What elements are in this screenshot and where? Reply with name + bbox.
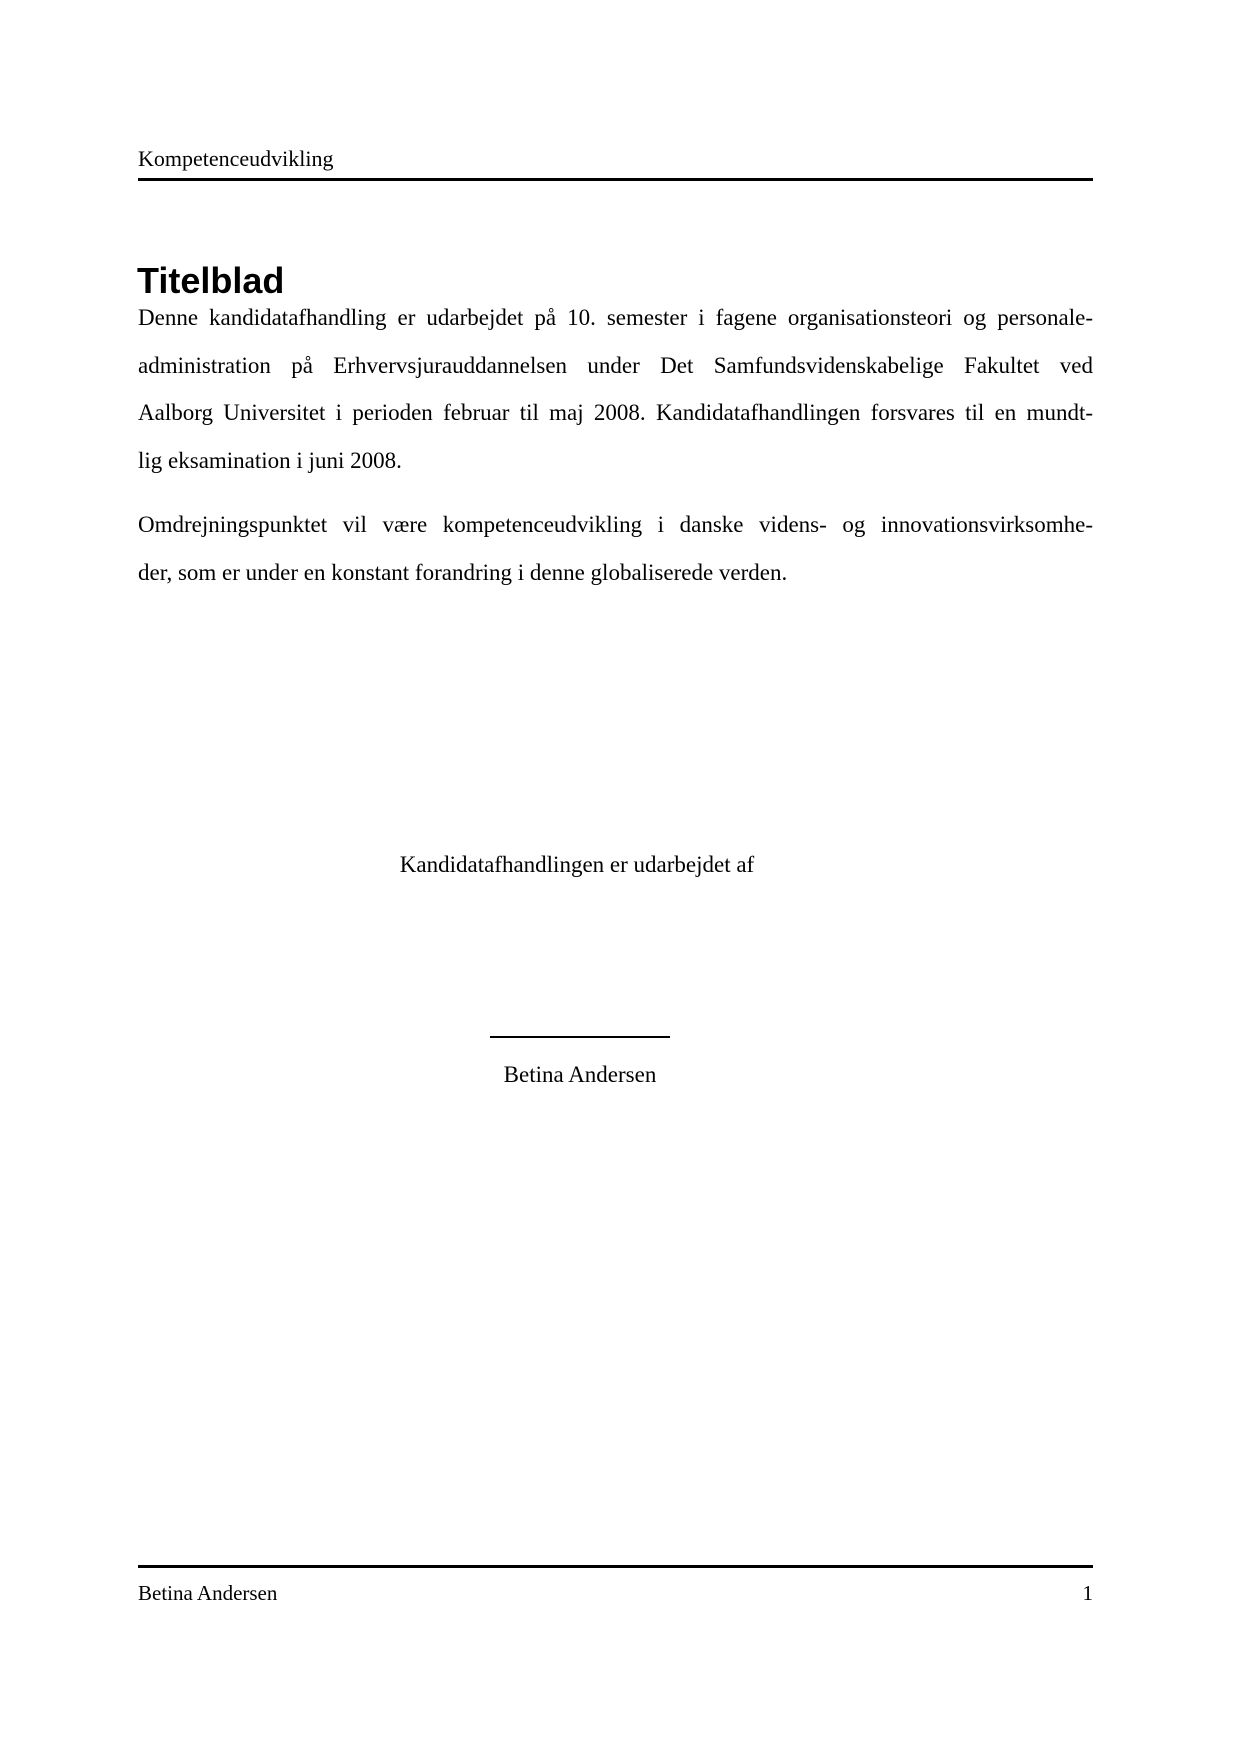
header-rule <box>138 178 1093 181</box>
page-title: Titelblad <box>137 260 285 302</box>
running-header: Kompetenceudvikling <box>138 146 334 171</box>
paragraph-line: der, som er under en konstant forandring i denne globaliserede verden. <box>138 559 788 585</box>
body-paragraph-1 <box>138 294 1093 484</box>
paragraph-line: Aalborg Universitet i perioden februar til maj 2008. Kandidatafhandlingen forsvares til en mundt- <box>138 400 1093 425</box>
paragraph-line: administration på Erhvervsjurauddannelsen under Det Samfundsvidenskabelige Fakultet ved <box>138 352 1093 378</box>
page-footer <box>138 1581 1093 1606</box>
footer-rule <box>138 1565 1093 1568</box>
footer-author: Betina Andersen <box>138 1581 278 1605</box>
signature-line <box>490 1036 670 1038</box>
byline-text: Kandidatafhandlingen er udarbejdet af <box>399 852 755 877</box>
page-number: 1 <box>1082 1581 1093 1605</box>
signature-block <box>490 1036 670 1089</box>
signature-name: Betina Andersen <box>503 1062 657 1087</box>
paragraph-line: lig eksamination i juni 2008. <box>138 447 402 473</box>
paragraph-line: Denne kandidatafhandling er udarbejdet på 10. semester i fagene organisationsteori og personale- <box>138 305 1093 330</box>
paragraph-line: Omdrejningspunktet vil være kompetenceudvikling i danske videns- og innovationsvirksomhe- <box>138 512 1093 537</box>
body-paragraph-2 <box>138 501 1093 596</box>
